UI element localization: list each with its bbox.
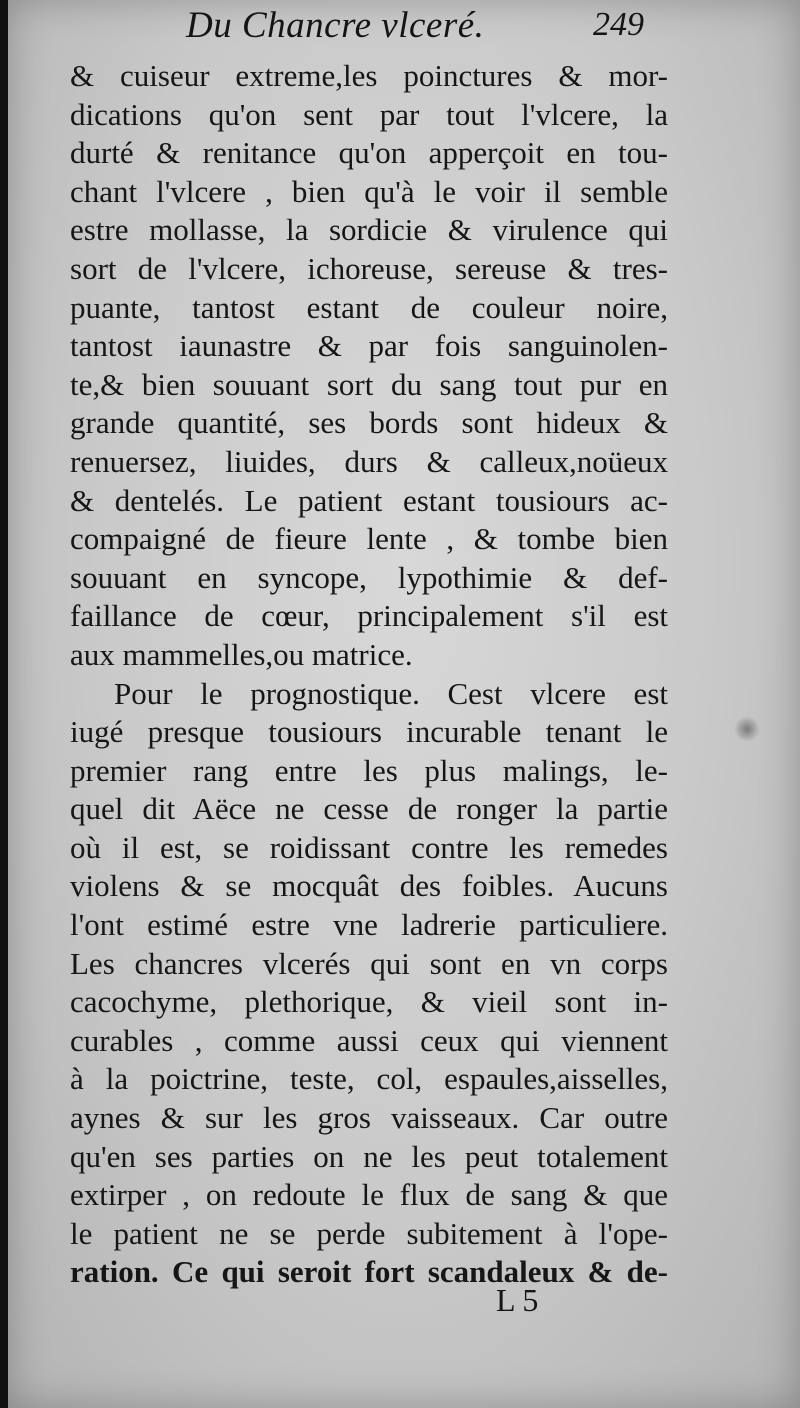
text-line: cacochyme, plethorique, & vieil sont in-	[70, 984, 668, 1020]
text-line: premier rang entre les plus malings, le-	[70, 752, 668, 788]
text-line: à la poictrine, teste, col, espaules,aisselles,	[70, 1061, 668, 1097]
text-line: & dentelés. Le patient estant tousiours ac-	[70, 482, 668, 518]
text-line: sort de l'vlcere, ichoreuse, sereuse & tres-	[70, 250, 668, 286]
text-line: ration. Ce qui seroit fort scandaleux & de-	[70, 1254, 668, 1290]
page-header	[8, 4, 800, 52]
text-line: extirper , on redoute le flux de sang & que	[70, 1177, 668, 1213]
text-line: grande quantité, ses bords sont hideux &	[70, 405, 668, 441]
text-line: te,& bien souuant sort du sang tout pur en	[70, 366, 668, 402]
text-line: durté & renitance qu'on apperçoit en tou-	[70, 135, 668, 171]
text-line: souuant en syncope, lypothimie & def-	[70, 559, 668, 595]
text-line: renuersez, liuides, durs & calleux,noüeux	[70, 443, 668, 479]
text-line: Les chancres vlcerés qui sont en vn corps	[70, 945, 668, 981]
body-text	[70, 57, 668, 1292]
paragraph-end-line: aux mammelles,ou matrice.	[70, 636, 413, 672]
text-line: aynes & sur les gros vaisseaux. Car outre	[70, 1100, 668, 1136]
text-line: & cuiseur extreme,les poinctures & mor-	[70, 58, 668, 93]
text-line: compaigné de fieure lente , & tombe bien	[70, 521, 668, 557]
running-title: Du Chancre vlceré.	[186, 5, 485, 46]
paragraph-start-line: Pour le prognostique. Cest vlcere est	[114, 675, 668, 711]
text-line: estre mollasse, la sordicie & virulence qui	[70, 212, 668, 248]
text-line: quel dit Aëce ne cesse de ronger la partie	[70, 791, 668, 827]
book-page	[8, 0, 800, 1408]
text-line: où il est, se roidissant contre les remedes	[70, 829, 668, 865]
page-number: 249	[593, 6, 644, 43]
text-line: puante, tantost estant de couleur noire,	[70, 289, 668, 325]
signature-mark: L 5	[496, 1282, 539, 1318]
text-line: le patient ne se perde subitement à l'ope-	[70, 1215, 668, 1251]
text-line: tantost iaunastre & par fois sanguinolen-	[70, 328, 668, 364]
text-line: violens & se mocquât des foibles. Aucuns	[70, 868, 668, 904]
text-line: l'ont estimé estre vne ladrerie particuliere.	[70, 907, 668, 943]
text-line: qu'en ses parties on ne les peut totalement	[70, 1138, 668, 1174]
text-line: chant l'vlcere , bien qu'à le voir il semble	[70, 173, 668, 209]
paper-stain	[734, 716, 760, 742]
text-line: faillance de cœur, principalement s'il est	[70, 598, 668, 634]
text-line: curables , comme aussi ceux qui viennent	[70, 1022, 668, 1058]
text-line: dications qu'on sent par tout l'vlcere, la	[70, 96, 668, 132]
book-gutter-edge	[0, 0, 8, 1408]
text-line: iugé presque tousiours incurable tenant le	[70, 714, 668, 750]
